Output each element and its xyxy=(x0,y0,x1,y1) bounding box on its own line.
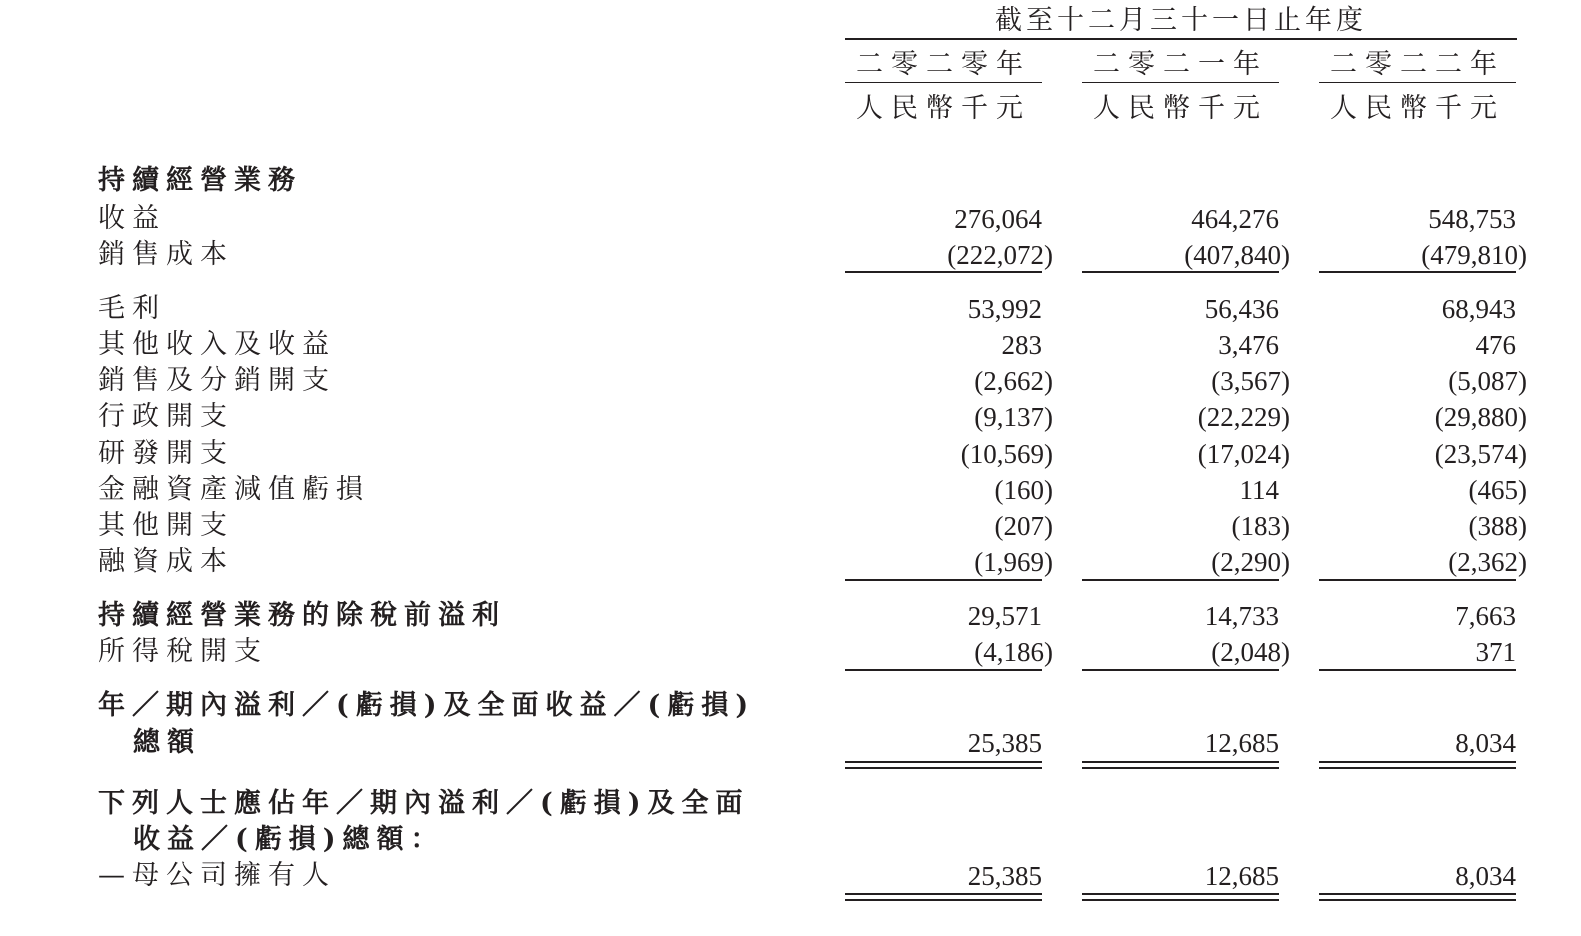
total-double-rule xyxy=(1082,761,1279,769)
row-label: 收益 xyxy=(98,203,166,234)
value-cell: 548,753 xyxy=(1428,204,1516,234)
value-cell: (388) xyxy=(1468,511,1527,541)
row-label: 收益／(虧損)總額： xyxy=(133,824,445,855)
year-underline xyxy=(845,82,1042,83)
value-cell: (22,229) xyxy=(1197,402,1290,432)
row-label: 其他開支 xyxy=(98,510,234,541)
value-cell: (17,024) xyxy=(1197,439,1290,469)
year-underline xyxy=(1082,82,1279,83)
subtotal-rule xyxy=(1082,271,1279,273)
value-cell: 8,034 xyxy=(1455,861,1516,891)
subtotal-rule xyxy=(1082,669,1279,671)
total-double-rule xyxy=(1319,893,1516,901)
value-cell: 12,685 xyxy=(1204,728,1279,758)
subtotal-rule xyxy=(845,271,1042,273)
subtotal-rule xyxy=(1319,669,1516,671)
value-cell: (3,567) xyxy=(1211,366,1290,396)
value-cell: 3,476 xyxy=(1218,330,1279,360)
row-label: 總額 xyxy=(133,727,201,758)
row-label: 研發開支 xyxy=(98,438,234,469)
subtotal-rule xyxy=(1319,579,1516,581)
value-cell: (29,880) xyxy=(1434,402,1527,432)
row-label: —母公司擁有人 xyxy=(98,860,336,891)
row-label: 毛利 xyxy=(98,293,166,324)
row-label: 銷售及分銷開支 xyxy=(98,365,336,396)
row-label: 下列人士應佔年／期內溢利／(虧損)及全面 xyxy=(98,788,750,819)
total-double-rule xyxy=(1319,761,1516,769)
value-cell: (2,662) xyxy=(974,366,1053,396)
subtotal-rule xyxy=(1319,271,1516,273)
row-label: 所得稅開支 xyxy=(98,636,268,667)
value-cell: 68,943 xyxy=(1441,294,1516,324)
subtotal-rule xyxy=(1082,579,1279,581)
row-label: 銷售成本 xyxy=(98,239,234,270)
value-cell: 53,992 xyxy=(967,294,1042,324)
value-cell: 56,436 xyxy=(1204,294,1279,324)
period-heading: 截至十二月三十一日止年度 xyxy=(995,5,1367,36)
year-underline xyxy=(1319,82,1516,83)
total-double-rule xyxy=(1082,893,1279,901)
value-cell: 276,064 xyxy=(954,204,1042,234)
value-cell: (407,840) xyxy=(1184,240,1290,270)
period-underline xyxy=(845,38,1517,40)
subtotal-rule xyxy=(845,669,1042,671)
value-cell: 114 xyxy=(1239,475,1279,505)
value-cell: (183) xyxy=(1231,511,1290,541)
value-cell: (222,072) xyxy=(947,240,1053,270)
value-cell: 12,685 xyxy=(1204,861,1279,891)
row-label: 金融資產減值虧損 xyxy=(98,474,370,505)
value-cell: (207) xyxy=(994,511,1053,541)
year-2021: 二零二一年 xyxy=(1093,49,1268,80)
value-cell: (160) xyxy=(994,475,1053,505)
value-cell: 464,276 xyxy=(1191,204,1279,234)
value-cell: (2,048) xyxy=(1211,637,1290,667)
row-label: 行政開支 xyxy=(98,401,234,432)
unit-label: 人民幣千元 xyxy=(856,93,1031,124)
row-label: 持續經營業務 xyxy=(98,165,302,196)
value-cell: (5,087) xyxy=(1448,366,1527,396)
year-2020: 二零二零年 xyxy=(856,49,1031,80)
value-cell: (10,569) xyxy=(960,439,1053,469)
value-cell: 7,663 xyxy=(1455,601,1516,631)
total-double-rule xyxy=(845,761,1042,769)
unit-label: 人民幣千元 xyxy=(1330,93,1505,124)
value-cell: 283 xyxy=(1001,330,1042,360)
value-cell: 8,034 xyxy=(1455,728,1516,758)
value-cell: (1,969) xyxy=(974,547,1053,577)
subtotal-rule xyxy=(845,579,1042,581)
row-label: 融資成本 xyxy=(98,546,234,577)
value-cell: (4,186) xyxy=(974,637,1053,667)
value-cell: 371 xyxy=(1475,637,1516,667)
value-cell: (2,362) xyxy=(1448,547,1527,577)
year-2022: 二零二二年 xyxy=(1330,49,1505,80)
value-cell: (2,290) xyxy=(1211,547,1290,577)
unit-label: 人民幣千元 xyxy=(1093,93,1268,124)
row-label: 年／期內溢利／(虧損)及全面收益／(虧損) xyxy=(98,690,756,721)
value-cell: (479,810) xyxy=(1421,240,1527,270)
value-cell: (9,137) xyxy=(974,402,1053,432)
value-cell: (23,574) xyxy=(1434,439,1527,469)
value-cell: 476 xyxy=(1475,330,1516,360)
row-label: 持續經營業務的除稅前溢利 xyxy=(98,600,506,631)
value-cell: 25,385 xyxy=(967,861,1042,891)
value-cell: 25,385 xyxy=(967,728,1042,758)
value-cell: (465) xyxy=(1468,475,1527,505)
total-double-rule xyxy=(845,893,1042,901)
row-label: 其他收入及收益 xyxy=(98,329,336,360)
value-cell: 14,733 xyxy=(1204,601,1279,631)
value-cell: 29,571 xyxy=(967,601,1042,631)
